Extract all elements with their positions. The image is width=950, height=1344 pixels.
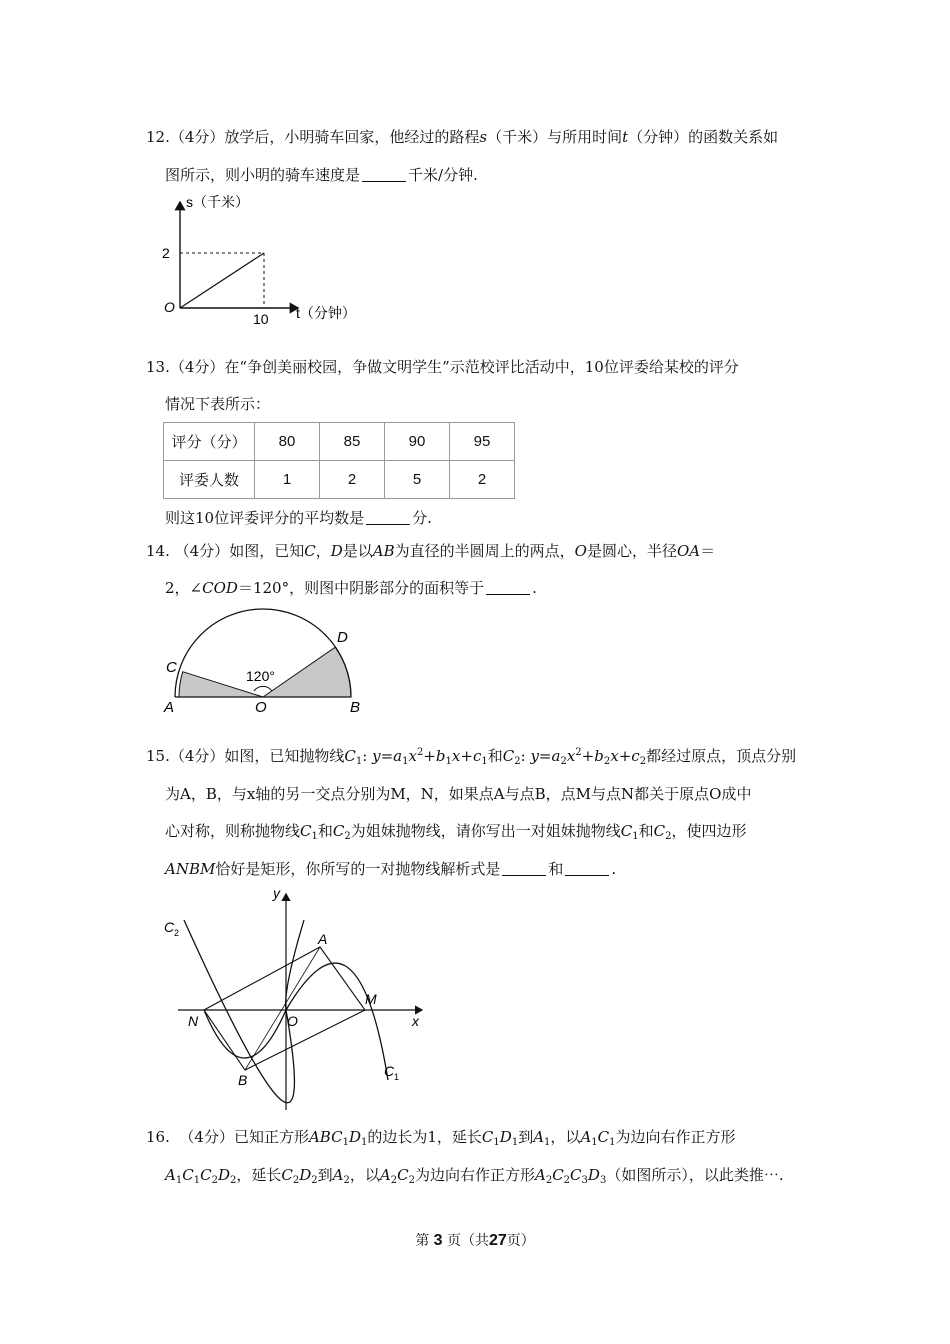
score-table xyxy=(163,422,515,499)
q13-line2: 情况下表所示： xyxy=(165,395,271,413)
q12-score: （4分） xyxy=(169,128,225,146)
q12-line2: 图所示，则小明的骑车速度是 千米/分钟. xyxy=(165,166,478,184)
y-tick-label: 2 xyxy=(162,245,170,261)
table-cell: 1 xyxy=(255,461,320,499)
q14-number: 14. xyxy=(146,542,170,560)
shaded-region-right xyxy=(263,647,351,697)
q15-line3: 心对称，则称抛物线$C_1$和$C_2$为姐妹抛物线，请你写出一对姐妹抛物线$C_1$和$C_2$，使四边形 xyxy=(165,822,747,842)
table-row xyxy=(164,423,515,461)
point-M-label: M xyxy=(365,991,377,1007)
q14-line2: 2，∠COD＝120°，则图中阴影部分的面积等于 . xyxy=(165,579,537,597)
point-A-label: A xyxy=(164,699,175,716)
q15-parabola-figure xyxy=(160,880,440,1115)
q14-score: （4分） xyxy=(174,542,230,560)
table-header-cell: 评分（分） xyxy=(164,423,255,461)
total-pages: 27 xyxy=(489,1232,507,1249)
point-O-label: O xyxy=(255,699,267,716)
table-cell: 80 xyxy=(255,423,320,461)
answer-blank xyxy=(486,580,530,595)
q12-distance-time-graph xyxy=(150,190,370,330)
point-B-label: B xyxy=(238,1072,248,1088)
table-cell: 2 xyxy=(320,461,385,499)
x-axis-label: t（分钟） xyxy=(296,305,356,321)
label-C2: C xyxy=(164,919,175,935)
page-footer: 第 3 页（共27页） xyxy=(415,1232,535,1249)
q16-number: 16. xyxy=(146,1128,170,1146)
angle-arc xyxy=(254,686,272,691)
point-N-label: N xyxy=(188,1013,199,1029)
answer-blank xyxy=(366,510,410,525)
point-A-label: A xyxy=(318,931,328,947)
q16-score: （4分） xyxy=(179,1128,234,1146)
point-C-label: C xyxy=(166,659,177,676)
q14-line1: 14. （4分）如图，已知C，D是以AB为直径的半圆周上的两点，O是圆心，半径OA＝ xyxy=(146,542,716,560)
q15-line2: 为A，B，与x轴的另一交点分别为M，N，如果点A与点B，点M与点N都关于原点O成中 xyxy=(165,785,752,803)
table-row xyxy=(164,461,515,499)
table-cell: 5 xyxy=(385,461,450,499)
q15-line1: 15.（4分）如图，已知抛物线$C_1$: $y=a_1x^2+b_1x+c_1$和$C_2$: $y=a_2x^2+b_2x+c_2$都经过原点，顶点分别 xyxy=(146,747,797,767)
distance-line xyxy=(180,253,264,308)
q12-line1: 12.（4分）放学后，小明骑车回家，他经过的路程s（千米）与所用时间t（分钟）的函数关系如 xyxy=(146,128,779,146)
answer-blank xyxy=(362,167,406,182)
table-cell: 2 xyxy=(450,461,515,499)
x-tick-label: 10 xyxy=(253,311,269,327)
x-axis-label: x xyxy=(412,1013,419,1029)
q12-number: 12. xyxy=(146,128,170,146)
label-C1: C xyxy=(384,1063,395,1079)
origin-label: O xyxy=(164,299,175,315)
label-C1-subscript: 1 xyxy=(394,1072,400,1082)
q15-line4: ANBM恰好是矩形，你所写的一对抛物线解析式是 和 . xyxy=(165,860,617,878)
page-number: 3 xyxy=(433,1232,443,1249)
rectangle-ANBM xyxy=(204,947,365,1070)
origin-label: O xyxy=(287,1013,298,1029)
y-axis-label: s（千米） xyxy=(186,194,249,210)
point-D-label: D xyxy=(337,629,348,646)
q13-line1: 13.（4分）在“争创美丽校园，争做文明学生”示范校评比活动中，10位评委给某校的评分 xyxy=(146,358,739,376)
q13-line3: 则这10位评委评分的平均数是 分. xyxy=(165,509,432,527)
table-header-cell: 评委人数 xyxy=(164,461,255,499)
angle-label: 120° xyxy=(246,668,275,684)
q15-score: （4分） xyxy=(169,747,225,765)
q16-line2: $A_1C_1C_2D_2$，延长$C_2D_2$到$A_2$，以$A_2C_2$为边向右作正方形$A_2C_2C_3D_3$（如图所示），以此类推⋯. xyxy=(165,1166,784,1186)
q15-number: 15. xyxy=(146,747,170,765)
answer-blank xyxy=(565,861,609,876)
q13-number: 13. xyxy=(146,358,170,376)
q16-line1: 16. （4分）已知正方形$ABC_1D_1$的边长为1，延长$C_1D_1$到$A_1$，以$A_1C_1$为边向右作正方形 xyxy=(146,1128,736,1148)
q13-score: （4分） xyxy=(169,358,225,376)
table-cell: 90 xyxy=(385,423,450,461)
q14-semicircle-figure xyxy=(160,600,370,720)
y-axis-label: y xyxy=(273,885,280,901)
table-cell: 95 xyxy=(450,423,515,461)
point-B-label: B xyxy=(350,699,361,716)
table-cell: 85 xyxy=(320,423,385,461)
label-C2-subscript: 2 xyxy=(174,928,180,938)
answer-blank xyxy=(502,861,546,876)
